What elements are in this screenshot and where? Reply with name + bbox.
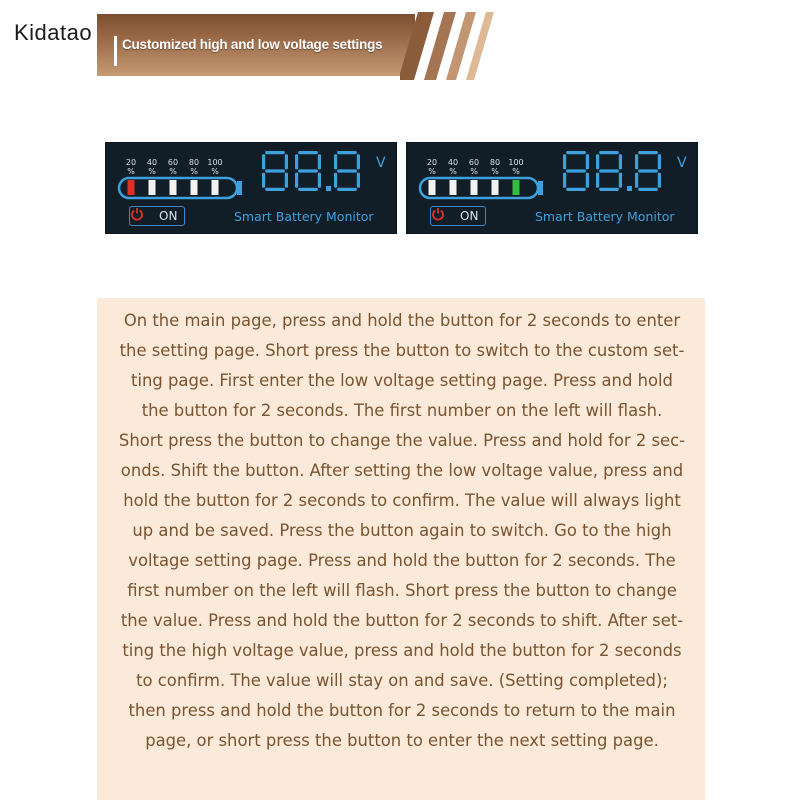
digit-segment (357, 154, 360, 169)
unit-label: V (677, 155, 687, 171)
digit-segment (658, 173, 661, 188)
battery-monitor-panel-high (406, 142, 698, 234)
level-cell (149, 180, 156, 195)
instruction-line: hold the button for 2 seconds to confirm. The value will always light (123, 491, 681, 510)
digit-segment (596, 154, 599, 169)
digit-segment (586, 173, 589, 188)
digit-segment (285, 173, 288, 188)
level-cell (471, 180, 478, 195)
digit-segment (566, 169, 586, 172)
digit-segment (337, 151, 357, 154)
digit-segment (318, 154, 321, 169)
battery-monitor-panel-low (105, 142, 397, 234)
instruction-line: onds. Shift the button. After setting the low voltage value, press and (120, 461, 684, 480)
level-cell (191, 180, 198, 195)
digit-segment (658, 154, 661, 169)
level-cell (513, 180, 520, 195)
percent-label: 40 (146, 158, 158, 167)
banner-accent-bar (114, 36, 117, 66)
percent-sign: % (428, 167, 436, 176)
percent-sign: % (211, 167, 219, 176)
digit-segment (334, 173, 337, 188)
digit-segment (563, 173, 566, 188)
percent-sign: % (470, 167, 478, 176)
digit-segment (334, 154, 337, 169)
level-cell (170, 180, 177, 195)
decimal-point (326, 186, 331, 191)
instructions-paragraph (105, 306, 699, 756)
on-label: ON (460, 209, 479, 223)
percent-sign: % (512, 167, 520, 176)
unit-label: V (376, 155, 386, 171)
digit-segment (596, 173, 599, 188)
instruction-line: page, or short press the button to enter the next setting page. (145, 731, 659, 750)
digit-segment (337, 188, 357, 191)
percent-label: 20 (426, 158, 438, 167)
digit-segment (638, 151, 658, 154)
digit-segment (563, 154, 566, 169)
instruction-line: then press and hold the button for 2 seconds to return to the main (128, 701, 676, 720)
digit-segment (619, 173, 622, 188)
digit-segment (638, 188, 658, 191)
digit-segment (337, 169, 357, 172)
level-cell (492, 180, 499, 195)
digit-segment (586, 154, 589, 169)
digit-segment (599, 151, 619, 154)
instruction-line: ting page. First enter the low voltage setting page. Press and hold (131, 371, 673, 390)
digit-segment (599, 169, 619, 172)
percent-label: 80 (188, 158, 200, 167)
level-cell (429, 180, 436, 195)
digit-segment (298, 169, 318, 172)
on-button[interactable] (129, 206, 185, 226)
percent-label: 40 (447, 158, 459, 167)
digit-segment (357, 173, 360, 188)
digit-segment (265, 188, 285, 191)
instruction-line: up and be saved. Press the button again to switch. Go to the high (132, 521, 672, 540)
digit-segment (635, 173, 638, 188)
level-cell (212, 180, 219, 195)
instruction-line: the button for 2 seconds. The first number on the left will flash. (141, 401, 663, 420)
digit-segment (298, 151, 318, 154)
on-button[interactable] (430, 206, 486, 226)
brand-label: Smart Battery Monitor (234, 209, 374, 224)
percent-sign: % (449, 167, 457, 176)
decimal-point (627, 186, 632, 191)
level-cell (450, 180, 457, 195)
percent-sign: % (148, 167, 156, 176)
level-cell (128, 180, 135, 195)
digit-segment (619, 154, 622, 169)
instruction-line: the value. Press and hold the button for 2 seconds to shift. After set- (120, 611, 684, 630)
digit-segment (298, 188, 318, 191)
banner-title: Customized high and low voltage settings (122, 36, 383, 52)
instruction-line: the setting page. Short press the button to switch to the custom set- (119, 341, 685, 360)
digit-segment (265, 151, 285, 154)
brand-label: Smart Battery Monitor (535, 209, 675, 224)
banner-stripes-decoration (400, 12, 510, 80)
percent-label: 100 (508, 158, 524, 167)
percent-label: 60 (468, 158, 480, 167)
percent-label: 60 (167, 158, 179, 167)
percent-sign: % (169, 167, 177, 176)
instruction-line: to confirm. The value will stay on and save. (Setting completed); (136, 671, 668, 690)
digit-segment (566, 151, 586, 154)
digit-segment (285, 154, 288, 169)
instruction-line: Short press the button to change the value. Press and hold for 2 sec- (118, 431, 686, 450)
instruction-line: voltage setting page. Press and hold the button for 2 seconds. The (128, 551, 676, 570)
digit-segment (638, 169, 658, 172)
instruction-line: On the main page, press and hold the button for 2 seconds to enter (123, 311, 681, 330)
digit-segment (262, 154, 265, 169)
digit-segment (635, 154, 638, 169)
instruction-line: ting the high voltage value, press and hold the button for 2 seconds (122, 641, 682, 660)
power-icon (130, 207, 144, 221)
digit-segment (265, 169, 285, 172)
digit-segment (295, 173, 298, 188)
watermark: Kidatao (14, 20, 93, 45)
percent-sign: % (190, 167, 198, 176)
percent-label: 80 (489, 158, 501, 167)
instruction-line: first number on the left will flash. Short press the button to change (127, 581, 677, 600)
on-label: ON (159, 209, 178, 223)
digit-segment (566, 188, 586, 191)
digit-segment (262, 173, 265, 188)
percent-sign: % (127, 167, 135, 176)
digit-segment (599, 188, 619, 191)
digit-segment (318, 173, 321, 188)
percent-sign: % (491, 167, 499, 176)
digit-segment (295, 154, 298, 169)
power-icon (431, 207, 445, 221)
percent-label: 20 (125, 158, 137, 167)
percent-label: 100 (207, 158, 223, 167)
